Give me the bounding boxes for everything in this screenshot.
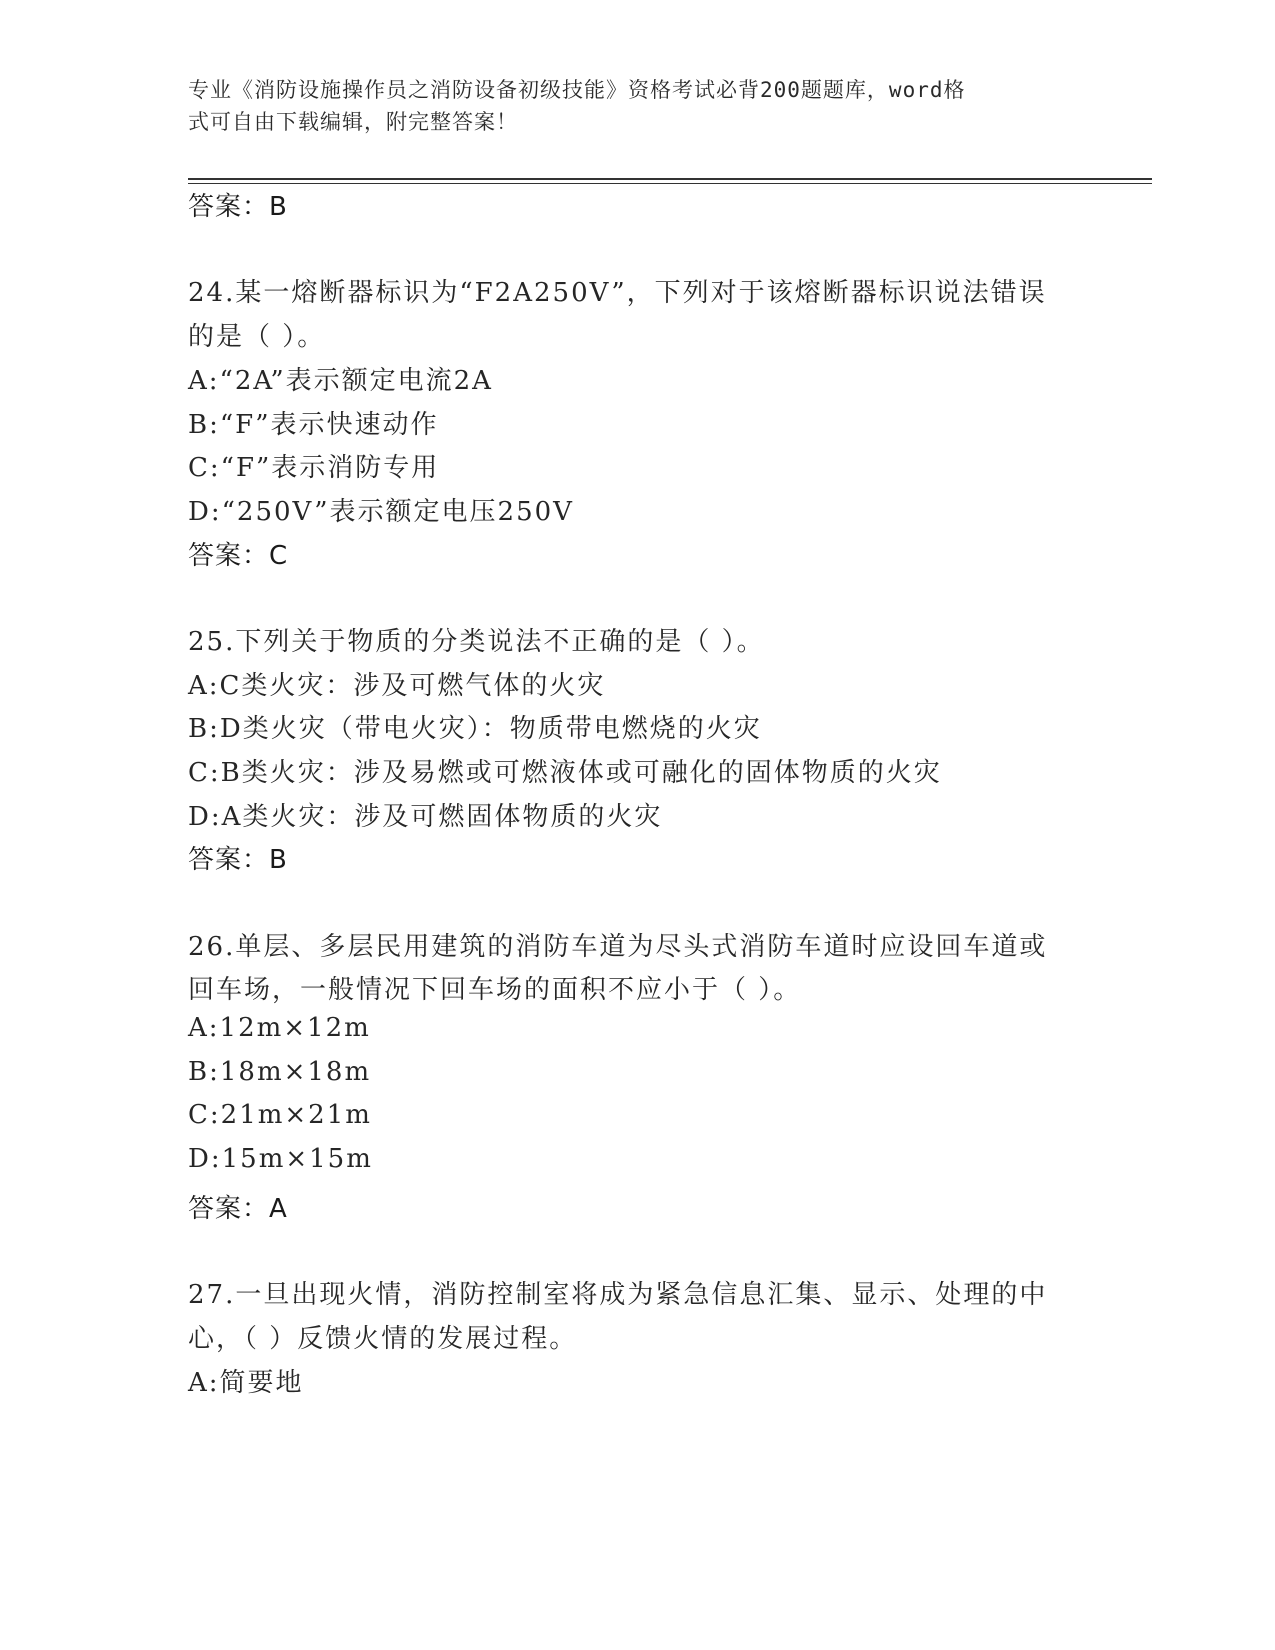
question-25-option-d: D:A类火灾：涉及可燃固体物质的火灾 [188,802,663,832]
header-line-2: 式可自由下载编辑，附完整答案！ [188,110,518,134]
question-25-option-b: B:D类火灾（带电火灾）：物质带电燃烧的火灾 [188,714,762,744]
question-27-stem-line-1: 27.一旦出现火情，消防控制室将成为紧急信息汇集、显示、处理的中 [188,1280,1048,1310]
document-header [188,74,1088,138]
question-25-answer: 答案：B [188,845,288,875]
header-rule-thin [188,183,1152,184]
question-24-option-d: D:“250V”表示额定电压250V [188,497,574,527]
question-26-option-d: D:15m×15m [188,1144,373,1174]
question-24-stem-line-2: 的是（ ）。 [188,322,326,352]
question-26-option-a: A:12m×12m [188,1013,371,1043]
header-rule-thick [188,178,1152,180]
question-26-option-b: B:18m×18m [188,1057,372,1087]
question-27-stem-line-2: 心，（ ）反馈火情的发展过程。 [188,1324,578,1354]
question-24-stem-line-1: 24.某一熔断器标识为“F2A250V”，下列对于该熔断器标识说法错误 [188,278,1047,308]
question-24-option-a: A:“2A”表示额定电流2A [188,366,493,396]
question-26-stem-line-2: 回车场，一般情况下回车场的面积不应小于（ ）。 [188,975,802,1005]
question-24-option-b: B:“F”表示快速动作 [188,410,439,440]
question-25-option-a: A:C类火灾：涉及可燃气体的火灾 [188,671,606,701]
question-27-option-a: A:简要地 [188,1368,304,1398]
question-24-option-c: C:“F”表示消防专用 [188,453,440,483]
question-25-option-c: C:B类火灾：涉及易燃或可燃液体或可融化的固体物质的火灾 [188,758,942,788]
question-25-stem: 25.下列关于物质的分类说法不正确的是（ ）。 [188,627,765,657]
question-26-option-c: C:21m×21m [188,1100,372,1130]
question-26-stem-line-1: 26.单层、多层民用建筑的消防车道为尽头式消防车道时应设回车道或 [188,932,1048,962]
answer-line: 答案：B [188,192,288,222]
question-24-answer: 答案：C [188,541,289,571]
question-26-answer: 答案：A [188,1194,288,1224]
header-line-1: 专业《消防设施操作员之消防设备初级技能》资格考试必背200题题库，word格 [188,78,966,102]
